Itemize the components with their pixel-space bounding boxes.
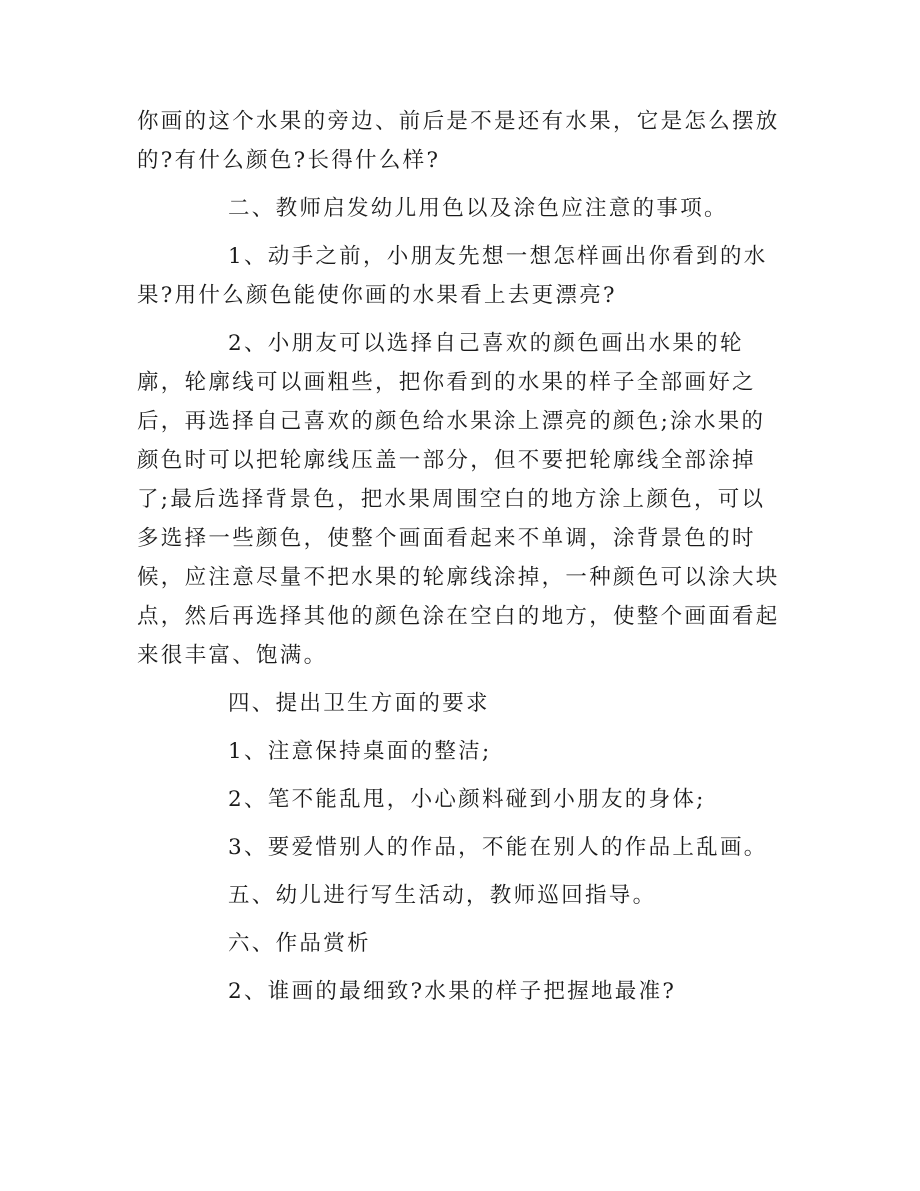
section-heading-4: 四、提出卫生方面的要求 bbox=[228, 691, 490, 716]
list-item-2: 2、小朋友可以选择自己喜欢的颜色画出水果的轮廓，轮廓线可以画粗些，把你看到的水果的样子全部画好之后，再选择自己喜欢的颜色给水果涂上漂亮的颜色;涂水果的颜色时可以把轮廓线压盖一部分，但不要把轮廓线全部涂掉了;最后选择背景色，把水果周围空白的地方涂上颜色，可以多选择一些颜色，使整个画面看起来不单调，涂背景色的时候，应注意尽量不把水果的轮廓线涂掉，一种颜色可以涂大块点，然后再选择其他的颜色涂在空白的地方，使整个画面看起来很丰富、饱满。 bbox=[137, 331, 780, 668]
list-item-1: 1、动手之前，小朋友先想一想怎样画出你看到的水果?用什么颜色能使你画的水果看上去更漂亮? bbox=[137, 244, 768, 308]
section-heading-6: 六、作品赏析 bbox=[228, 931, 371, 956]
document-body bbox=[137, 102, 787, 1011]
hygiene-item-3: 3、要爱惜别人的作品，不能在别人的作品上乱画。 bbox=[228, 835, 768, 860]
hygiene-item-1: 1、注意保持桌面的整洁; bbox=[228, 739, 492, 764]
section-heading-2: 二、教师启发幼儿用色以及涂色应注意的事项。 bbox=[228, 196, 728, 221]
hygiene-item-2: 2、笔不能乱甩，小心颜料碰到小朋友的身体; bbox=[228, 787, 706, 812]
appreciation-item-2: 2、谁画的最细致?水果的样子把握地最准? bbox=[228, 979, 677, 1004]
section-heading-5: 五、幼儿进行写生活动，教师巡回指导。 bbox=[228, 883, 657, 908]
paragraph-continuation: 你画的这个水果的旁边、前后是不是还有水果，它是怎么摆放的?有什么颜色?长得什么样? bbox=[137, 109, 780, 173]
